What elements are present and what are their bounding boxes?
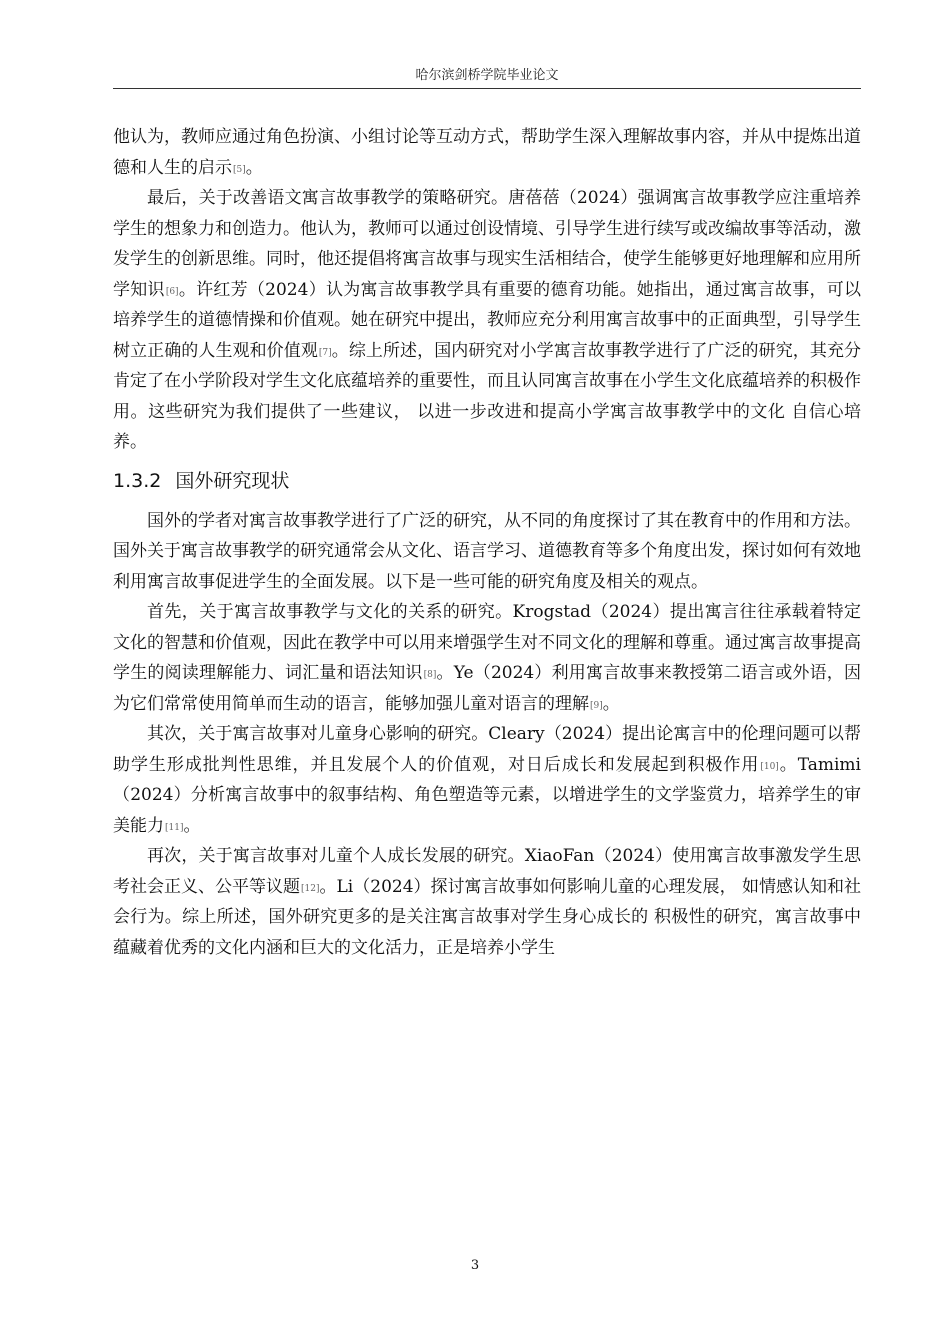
paragraph-text: 再次，关于寓言故事对儿童个人成长发展的研究。XiaoFan（2024）使用寓言故事激发学生思考社会正义、公平等议题 bbox=[113, 846, 861, 897]
citation-ref: [9] bbox=[590, 700, 603, 711]
running-header: 哈尔滨剑桥学院毕业论文 bbox=[415, 68, 559, 83]
paragraph-strategy-research bbox=[113, 183, 861, 458]
paragraph-text: 首先，关于寓言故事教学与文化的关系的研究。Krogstad（2024）提出寓言往往承载着特定文化的智慧和价值观，因此在教学中可以用来增强学生对不同文化的理解和尊重。通过寓言故事提高学生的阅读理解能力、词汇量和语法知识 bbox=[113, 602, 861, 683]
citation-ref: [5] bbox=[233, 164, 246, 175]
page-number: 3 bbox=[470, 1258, 480, 1273]
section-title: 国外研究现状 bbox=[175, 469, 290, 492]
citation-ref: [10] bbox=[760, 761, 779, 772]
citation-ref: [8] bbox=[423, 670, 437, 680]
paragraph-text: 。 bbox=[245, 157, 263, 178]
paragraph-text: 。 bbox=[602, 693, 620, 714]
paragraph-wellbeing-research bbox=[113, 719, 861, 841]
paragraph-text: 最后，关于改善语文寓言故事教学的策略研究。唐蓓蓓（2024）强调寓言故事教学应注重培养学生的想象力和创造力。他认为，教师可以通过创设情境、引导学生进行续写或改编故事等活动，激发学生的创新思维。同时，他还提倡将寓言故事与现实生活相结合，使学生能够更好地理解和应用所学知识 bbox=[113, 188, 861, 300]
paragraph-text: 。 bbox=[183, 815, 201, 836]
header-divider bbox=[113, 88, 861, 89]
paragraph-text: 。许红芳（2024）认为寓言故事教学具有重要的德育功能。她指出，通过寓言故事，可以培养学生的道德情操和价值观。她在研究中提出，教师应充分利用寓言故事中的正面典型，引导学生树立正确的人生观和价值观 bbox=[113, 279, 862, 361]
page-body bbox=[113, 122, 861, 963]
paragraph-text: 他认为，教师应通过角色扮演、小组讨论等互动方式，帮助学生深入理解故事内容，并从中提炼出道德和人生的启示 bbox=[113, 127, 861, 178]
citation-ref: [7] bbox=[318, 347, 332, 358]
paragraph-overview bbox=[113, 506, 861, 598]
citation-ref: [11] bbox=[165, 822, 184, 833]
paragraph-text: 其次，关于寓言故事对儿童身心影响的研究。Cleary（2024）提出论寓言中的伦理问题可以帮助学生形成批判性思维，并且发展个人的价值观，对日后成长和发展起到积极作用 bbox=[113, 724, 861, 775]
paragraph-text: 。Tamimi（2024）分析寓言故事中的叙事结构、角色塑造等元素，以增进学生的文学鉴赏力，培养学生的审美能力 bbox=[113, 754, 861, 836]
paragraph-culture-research bbox=[113, 597, 861, 719]
paragraph-continuation bbox=[113, 122, 861, 183]
paragraph-text: 国外的学者对寓言故事教学进行了广泛的研究，从不同的角度探讨了其在教育中的作用和方法。国外关于寓言故事教学的研究通常会从文化、语言学习、道德教育等多个角度出发，探讨如何有效地利用寓言故事促进学生的全面发展。以下是一些可能的研究角度及相关的观点。 bbox=[113, 510, 861, 592]
paragraph-text: 。综上所述，国内研究对小学寓言故事教学进行了广泛的研究，其充分肯定了在小学阶段对学生文化底蕴培养的重要性，而且认同寓言故事在小学生文化底蕴培养的积极作用。这些研究为我们提供了一些建议， 以进一步改进和提高小学寓言故事教学中的文化 自信心培养。 bbox=[113, 340, 862, 452]
paragraph-growth-research bbox=[113, 841, 861, 963]
section-heading bbox=[113, 466, 861, 496]
citation-ref: [6] bbox=[165, 286, 179, 297]
paragraph-text: 。Li（2024）探讨寓言故事如何影响儿童的心理发展， 如情感认知和社会行为。综上所述，国外研究更多的是关注寓言故事对学生身心成长的 积极性的研究，寓言故事中蕴藏着优秀的文化内涵和巨大的文化活力，正是培养小学生 bbox=[113, 876, 861, 958]
section-number: 1.3.2 bbox=[113, 469, 162, 492]
paragraph-text: 。Ye（2024）利用寓言故事来教授第二语言或外语，因为它们常常使用简单而生动的语言，能够加强儿童对语言的理解 bbox=[113, 663, 861, 714]
citation-ref: [12] bbox=[301, 883, 320, 894]
